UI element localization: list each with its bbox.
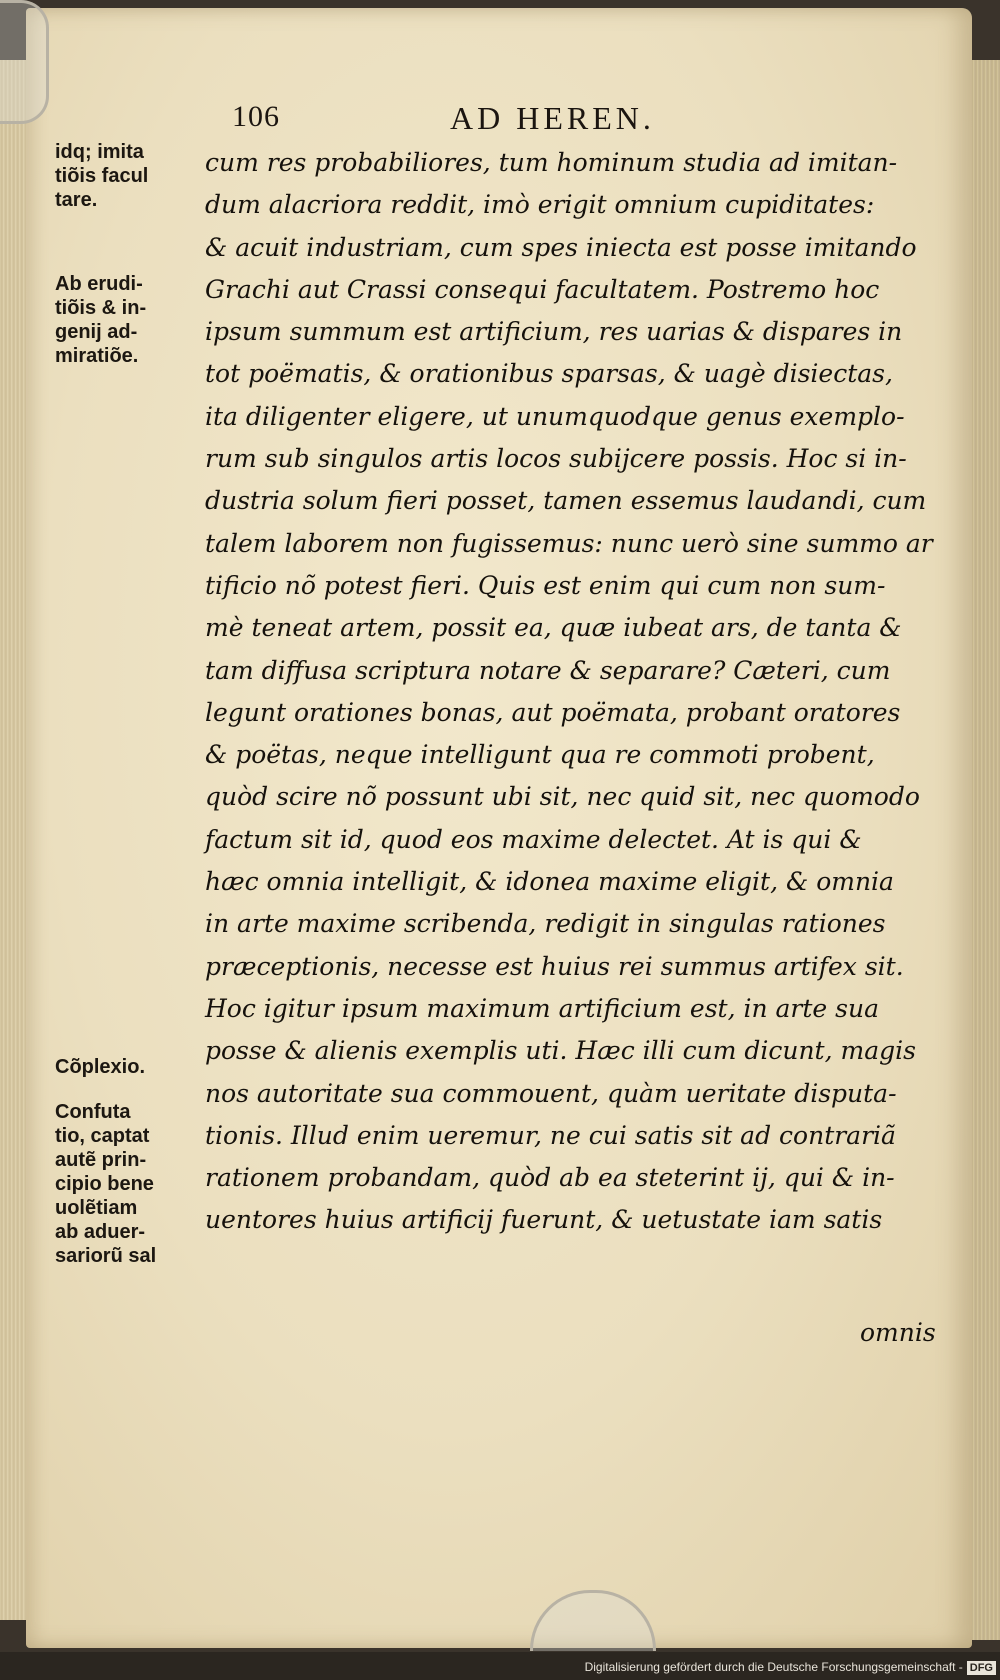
text-line: factum sit id, quod eos maxime delectet. At is qui & (205, 824, 862, 854)
text-line: dustria solum fieri posset, tamen essemus laudandi, cum (205, 486, 927, 516)
text-line: in arte maxime scribenda, redigit in singulas rationes (205, 909, 886, 939)
text-line: cum res probabiliores, tum hominum studia ad imitan- (205, 148, 898, 177)
text-line: tot poëmatis, & orationibus sparsas, & uagè disiectas, (205, 359, 893, 389)
page-edges-left (0, 60, 29, 1620)
text-line: Hoc igitur ipsum maximum artificium est, in arte sua (205, 993, 879, 1023)
text-line: posse & alienis exemplis uti. Hæc illi cum dicunt, magis (205, 1036, 916, 1066)
text-line: quòd scire nõ possunt ubi sit, nec quid sit, nec quomodo (205, 782, 920, 812)
text-line: dum alacriora reddit, imò erigit omnium cupiditates: (205, 190, 875, 220)
credit-text: Digitalisierung gefördert durch die Deutsche Forschungsgemeinschaft - (584, 1660, 963, 1674)
text-line: talem laborem non fugissemus: nunc uerò sine summo ar (205, 528, 933, 558)
marginal-note: Cõplexio. (55, 1056, 146, 1078)
text-line: ita diligenter eligere, ut unumquodque genus exemplo- (205, 401, 905, 431)
text-line: & poëtas, neque intelligunt qua re commoti probent, (205, 740, 875, 770)
text-line: Grachi aut Crassi consequi facultatem. Postremo hoc (205, 274, 880, 304)
digitization-credit (0, 1656, 996, 1678)
running-head: AD HEREN. (450, 100, 655, 136)
text-line: nos autoritate sua commouent, quàm ueritate disputa- (205, 1078, 897, 1108)
main-text-block (205, 142, 957, 1242)
text-line: hæc omnia intelligit, & idonea maxime eligit, & omnia (205, 867, 894, 897)
text-line: legunt orationes bonas, aut poëmata, probant oratores (205, 697, 901, 727)
text-line: rationem probandam, quòd ab ea steterint ij, qui & in- (205, 1163, 895, 1193)
dfg-logo: DFG (967, 1661, 996, 1675)
text-line: præceptionis, necesse est huius rei summus artifex sit. (205, 951, 904, 981)
text-line: tionis. Illud enim ueremur, ne cui satis sit ad contrariã (205, 1120, 896, 1150)
marginal-note: Confuta tio, captat autẽ prin- cipio bene uolẽtiam ab aduer- sariorũ sal (55, 1101, 157, 1267)
text-line: mè teneat artem, possit ea, quæ iubeat ars, de tanta & (205, 613, 902, 643)
page-number: 106 (232, 100, 280, 133)
page-header (0, 100, 1000, 140)
text-line: & acuit industriam, cum spes iniecta est posse imitando (205, 232, 917, 262)
text-line: tificio nõ potest fieri. Quis est enim qui cum non sum- (205, 570, 886, 600)
text-line: rum sub singulos artis locos subijcere possis. Hoc si in- (205, 444, 907, 474)
marginal-note: idq; imita tiõis facul tare. (55, 141, 149, 211)
marginal-note: Ab erudi- tiõis & in- genij ad- miratiõe. (55, 273, 147, 367)
text-line: ipsum summum est artificium, res uarias & dispares in (205, 317, 903, 347)
page-edges-right (970, 60, 1000, 1640)
text-line: tam diffusa scriptura notare & separare? Cæteri, cum (205, 655, 891, 685)
catchword: omnis (860, 1318, 936, 1347)
text-line: uentores huius artificij fuerunt, & uetustate iam satis (205, 1205, 883, 1235)
